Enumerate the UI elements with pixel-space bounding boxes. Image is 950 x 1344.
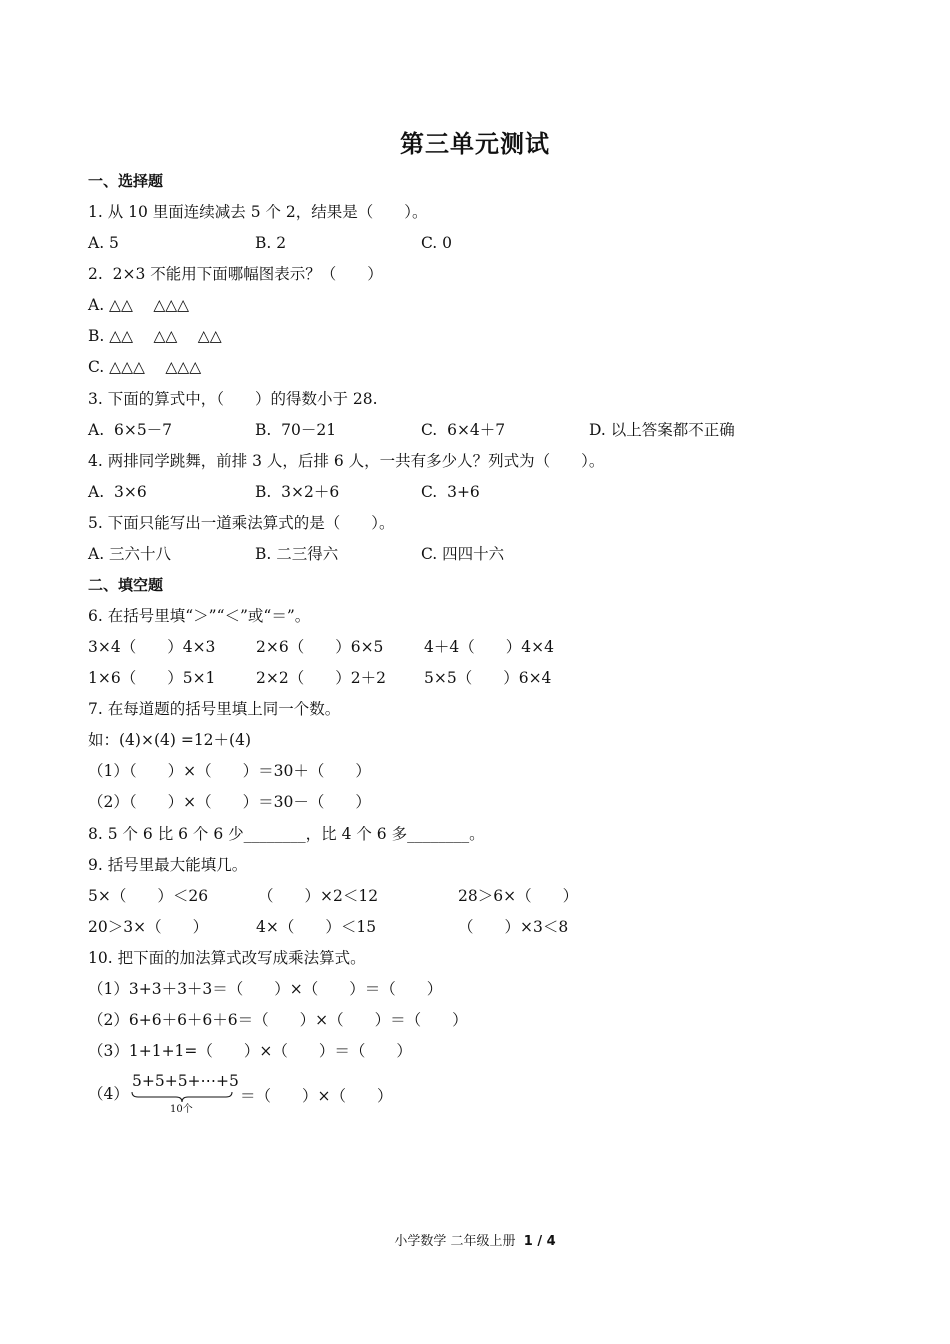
q6-item: 1×6（ ）5×1 — [88, 669, 216, 687]
q9-item: 20＞3×（ ） — [88, 918, 209, 936]
page-title: 第三单元测试 — [400, 129, 550, 158]
q7-part-1: （1）（ ）×（ ）＝30＋（ ） — [88, 762, 371, 780]
q4-option-b: B. 3×2＋6 — [255, 483, 340, 501]
question-1-stem: 1. 从 10 里面连续减去 5 个 2，结果是（ ）。 — [88, 203, 428, 221]
q2-option-b: B. △△ △△ △△ — [88, 327, 222, 345]
q3-option-d: D. 以上答案都不正确 — [589, 421, 735, 439]
q10-part-1: （1）3+3＋3＋3＝（ ）×（ ）＝（ ） — [88, 980, 443, 998]
q5-option-a: A. 三六十八 — [88, 545, 172, 563]
q10-part-3: （3）1+1+1=（ ）×（ ）＝（ ） — [88, 1042, 412, 1060]
q5-option-c: C. 四四十六 — [421, 545, 505, 563]
q5-option-b: B. 二三得六 — [255, 545, 339, 563]
question-2-stem: 2. 2×3 不能用下面哪幅图表示？（ ） — [88, 265, 383, 283]
section-heading-choice: 一、选择题 — [88, 172, 164, 190]
question-9-stem: 9. 括号里最大能填几。 — [88, 856, 248, 874]
q6-item: 2×6（ ）6×5 — [256, 638, 384, 656]
q4-option-c: C. 3+6 — [421, 483, 480, 501]
q6-item: 2×2（ ）2＋2 — [256, 669, 386, 687]
q6-item: 3×4（ ）4×3 — [88, 638, 216, 656]
q10-part-4-tail: ＝（ ）×（ ） — [240, 1087, 393, 1105]
q9-item: 4×（ ）＜15 — [256, 918, 377, 936]
q3-option-b: B. 70－21 — [255, 421, 337, 439]
question-4-stem: 4. 两排同学跳舞，前排 3 人，后排 6 人，一共有多少人？列式为（ ）。 — [88, 452, 605, 470]
q10-part-4-brace-label: 10个 — [170, 1104, 193, 1115]
footer-page-number: 1 / 4 — [523, 1234, 556, 1249]
q2-option-a: A. △△ △△△ — [88, 296, 190, 314]
question-7-stem: 7. 在每道题的括号里填上同一个数。 — [88, 700, 341, 718]
question-3-stem: 3. 下面的算式中，（ ）的得数小于 28. — [88, 390, 378, 408]
q6-item: 4＋4（ ）4×4 — [424, 638, 554, 656]
q9-item: 28＞6×（ ） — [458, 887, 579, 905]
question-8-stem: 8. 5 个 6 比 6 个 6 少________，比 4 个 6 多________。 — [88, 825, 485, 843]
q1-option-b: B. 2 — [255, 234, 287, 252]
question-5-stem: 5. 下面只能写出一道乘法算式的是（ ）。 — [88, 514, 395, 532]
page-footer — [0, 1230, 950, 1249]
q2-option-c: C. △△△ △△△ — [88, 358, 202, 376]
q10-part-4-expression: 5+5+5+⋯+5 — [132, 1072, 239, 1090]
q7-example: 如：(4)×(4) =12＋(4) — [88, 731, 251, 749]
q9-item: 5×（ ）＜26 — [88, 887, 209, 905]
footer-subject: 小学数学 二年级上册 — [394, 1234, 516, 1249]
q3-option-a: A. 6×5－7 — [88, 421, 173, 439]
q3-option-c: C. 6×4＋7 — [421, 421, 506, 439]
q4-option-a: A. 3×6 — [88, 483, 147, 501]
q10-part-4-underbrace — [130, 1072, 239, 1116]
q9-item: （ ）×2＜12 — [258, 887, 379, 905]
q7-part-2: （2）（ ）×（ ）＝30－（ ） — [88, 793, 371, 811]
q1-option-a: A. 5 — [88, 234, 119, 252]
q10-part-2: （2）6+6＋6＋6＋6＝（ ）×（ ）＝（ ） — [88, 1011, 468, 1029]
q1-option-c: C. 0 — [421, 234, 453, 252]
section-heading-fill: 二、填空题 — [88, 576, 164, 594]
q9-item: （ ）×3＜8 — [458, 918, 569, 936]
question-6-stem: 6. 在括号里填“＞”“＜”或“＝”。 — [88, 607, 311, 625]
q6-item: 5×5（ ）6×4 — [424, 669, 552, 687]
q10-part-4-label: （4） — [88, 1085, 129, 1103]
question-10-stem: 10. 把下面的加法算式改写成乘法算式。 — [88, 949, 366, 967]
